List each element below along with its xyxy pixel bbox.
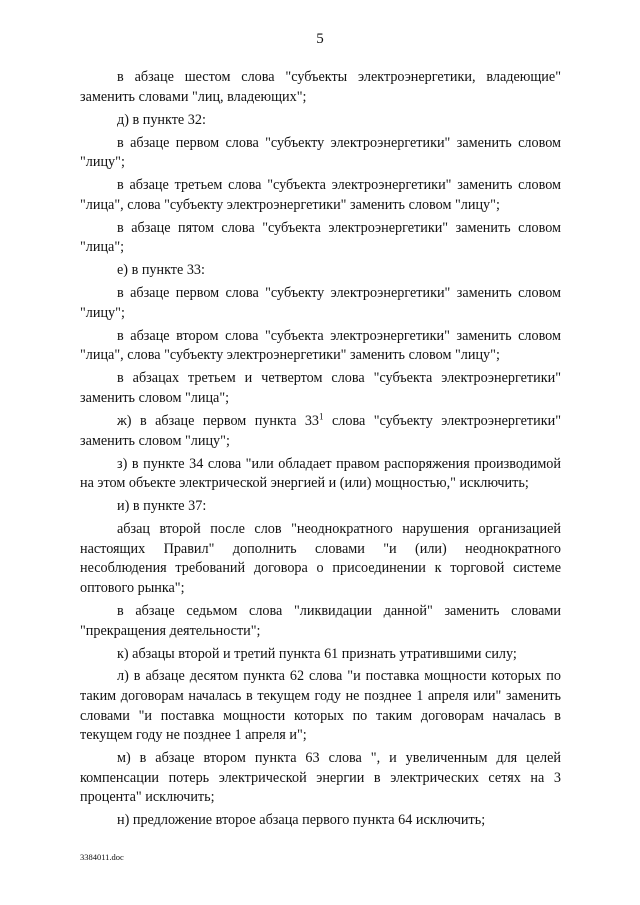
paragraph: к) абзацы второй и третий пункта 61 признать утратившими силу; bbox=[117, 645, 517, 662]
paragraph: з) в пункте 34 слова "или обладает правом распоряжения производимой на этом объекте электрической энергией и (или) мощностью," исключить; bbox=[80, 455, 561, 492]
paragraph: в абзаце шестом слова "субъекты электроэнергетики, владеющие" заменить словами "лиц, владеющих"; bbox=[80, 69, 561, 105]
paragraph-head: ж) в абзаце первом пункта 33 bbox=[117, 413, 320, 430]
paragraph: в абзаце первом слова "субъекту электроэнергетики" заменить словом "лицу"; bbox=[80, 285, 561, 321]
paragraph-tail: слова "субъекту электроэнергетики" заменить словом "лицу"; bbox=[80, 413, 562, 449]
paragraph bbox=[80, 412, 561, 451]
paragraph: в абзаце третьем слова "субъекта электроэнергетики" заменить словом "лица", слова "субъекту электроэнергетики" заменить словом "лицу"; bbox=[80, 177, 561, 213]
paragraph: и) в пункте 37: bbox=[117, 498, 207, 515]
paragraph: е) в пункте 33: bbox=[117, 262, 205, 279]
paragraph: д) в пункте 32: bbox=[117, 111, 206, 128]
footer-filename: 3384011.doc bbox=[80, 852, 124, 862]
paragraph: л) в абзаце десятом пункта 62 слова "и поставка мощности которых по таким договорам началась в текущем году не позднее 1 апреля или" заменить словами "и поставка мощности которых по таким договорам началась в текущем году не позднее 1 апреля и"; bbox=[80, 668, 561, 744]
paragraph: абзац второй после слов "неоднократного нарушения организацией настоящих Правил" дополнить словами "и (или) неоднократного несоблюдения требований договора о присоединении к торговой системе оптового рынка"; bbox=[80, 521, 561, 596]
paragraph: в абзацах третьем и четвертом слова "субъекта электроэнергетики" заменить словом "лица"; bbox=[80, 370, 561, 407]
paragraph: в абзаце седьмом слова "ликвидации данной" заменить словами "прекращения деятельности"; bbox=[80, 602, 561, 639]
page-number: 5 bbox=[316, 31, 324, 47]
paragraph: в абзаце втором слова "субъекта электроэнергетики" заменить словом "лица", слова "субъекту электроэнергетики" заменить словом "лицу"; bbox=[80, 327, 561, 364]
paragraph: н) предложение второе абзаца первого пункта 64 исключить; bbox=[117, 812, 486, 829]
paragraph: в абзаце пятом слова "субъекта электроэнергетики" заменить словом "лица"; bbox=[80, 219, 561, 256]
superscript: 1 bbox=[319, 411, 324, 422]
document-body bbox=[80, 68, 561, 834]
paragraph: в абзаце первом слова "субъекту электроэнергетики" заменить словом "лицу"; bbox=[80, 134, 561, 171]
paragraph: м) в абзаце втором пункта 63 слова ", и увеличенным для целей компенсации потерь электрической энергии в электрических сетях на 3 процента" исключить; bbox=[80, 750, 561, 806]
